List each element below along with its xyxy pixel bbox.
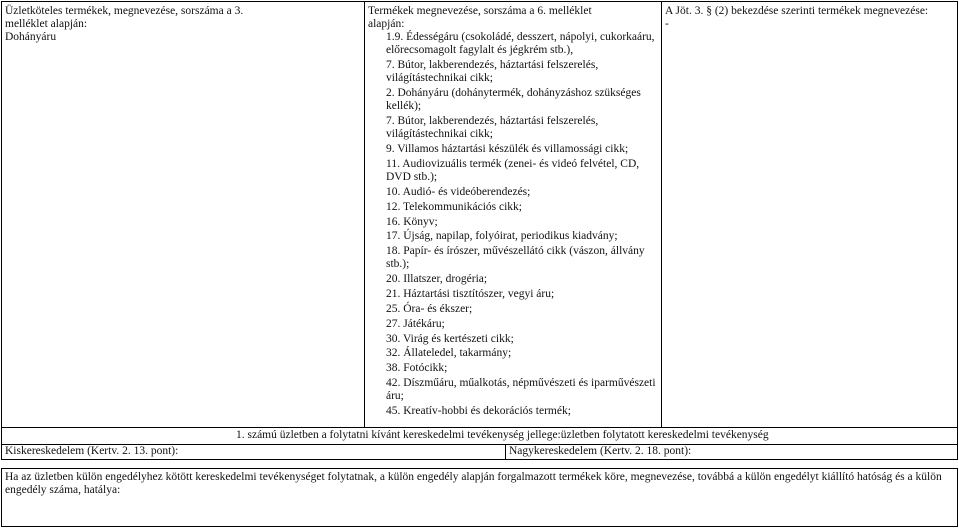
products-6th-annex-heading-line1: Termékek megnevezése, sorszáma a 6. melléklet [368, 5, 592, 17]
jot-products-heading: A Jöt. 3. § (2) bekezdése szerinti termékek megnevezése: [665, 5, 929, 17]
list-item: 2. Dohányáru (dohánytermék, dohányzáshoz szükséges kellék); [386, 87, 641, 113]
list-item: 12. Telekommunikációs cikk; [386, 200, 523, 213]
wholesale-label: Nagykereskedelem (Kertv. 2. 18. pont): [509, 445, 692, 457]
products-3rd-annex-line1: Üzletköteles termékek, megnevezése, sorszáma a 3. [5, 5, 244, 17]
list-item: 7. Bútor, lakberendezés, háztartási felszerelés, világítástechnikai cikk; [386, 59, 599, 85]
products-6th-annex-list [386, 31, 656, 420]
list-item: 7. Bútor, lakberendezés, háztartási felszerelés, világítástechnikai cikk; [386, 115, 599, 141]
list-item: 21. Háztartási tisztítószer, vegyi áru; [386, 288, 555, 301]
activity-type-text: 1. számú üzletben a folytatni kívánt kereskedelmi tevékenység jellege:üzletben folytatott kereskedelmi tevékenység [236, 429, 769, 441]
retail-label: Kiskereskedelem (Kertv. 2. 13. pont): [5, 445, 179, 457]
products-3rd-annex-cell [1, 1, 365, 427]
products-6th-annex-cell [365, 1, 662, 427]
list-item: 45. Kreatív-hobbi és dekorációs termék; [386, 404, 571, 417]
list-item: 30. Virág és kertészeti cikk; [386, 332, 514, 345]
list-item: 38. Fotócikk; [386, 362, 448, 375]
list-item: 27. Játékáru; [386, 317, 445, 330]
jot-products-cell [662, 1, 958, 427]
special-permit-text: Ha az üzletben külön engedélyhez kötött kereskedelmi tevékenységet folytatnak, a külön engedély alapján forgalmazott termékek köre, megnevezése, továbbá a külön engedélyt kiállító hatóság és a külön engedély száma, hatálya: [5, 471, 942, 497]
list-item: 18. Papír- és írószer, művészellátó cikk (vászon, állvány stb.); [386, 245, 645, 271]
list-item: 10. Audió- és videóberendezés; [386, 185, 531, 198]
list-item: 16. Könyv; [386, 215, 438, 228]
list-item: 1.9. Édességáru (csokoládé, desszert, nápolyi, cukorkaáru, előrecsomagolt fagylalt és jégkrém stb.), [386, 31, 655, 57]
list-item: 20. Illatszer, drogéria; [386, 273, 488, 286]
products-3rd-annex-line2: melléklet alapján: [5, 18, 88, 31]
list-item: 9. Villamos háztartási készülék és villamossági cikk; [386, 143, 629, 156]
retail-row [1, 444, 958, 460]
list-item: 25. Óra- és ékszer; [386, 302, 473, 315]
jot-products-value: - [665, 18, 669, 31]
wholesale-cell [505, 445, 958, 460]
list-item: 17. Újság, napilap, folyóirat, periodikus kiadvány; [386, 230, 618, 243]
list-item: 32. Állateledel, takarmány; [386, 347, 512, 360]
special-permit-row [1, 468, 958, 527]
activity-type-row [1, 427, 958, 444]
products-3rd-annex-line3: Dohányáru [5, 31, 57, 44]
products-6th-annex-heading-line2: alapján: [368, 18, 405, 31]
list-item: 42. Díszműáru, műalkotás, népművészeti és iparművészeti áru; [386, 376, 656, 403]
list-item: 11. Audiovizuális termék (zenei- és videó felvétel, CD, DVD stb.); [386, 157, 640, 184]
